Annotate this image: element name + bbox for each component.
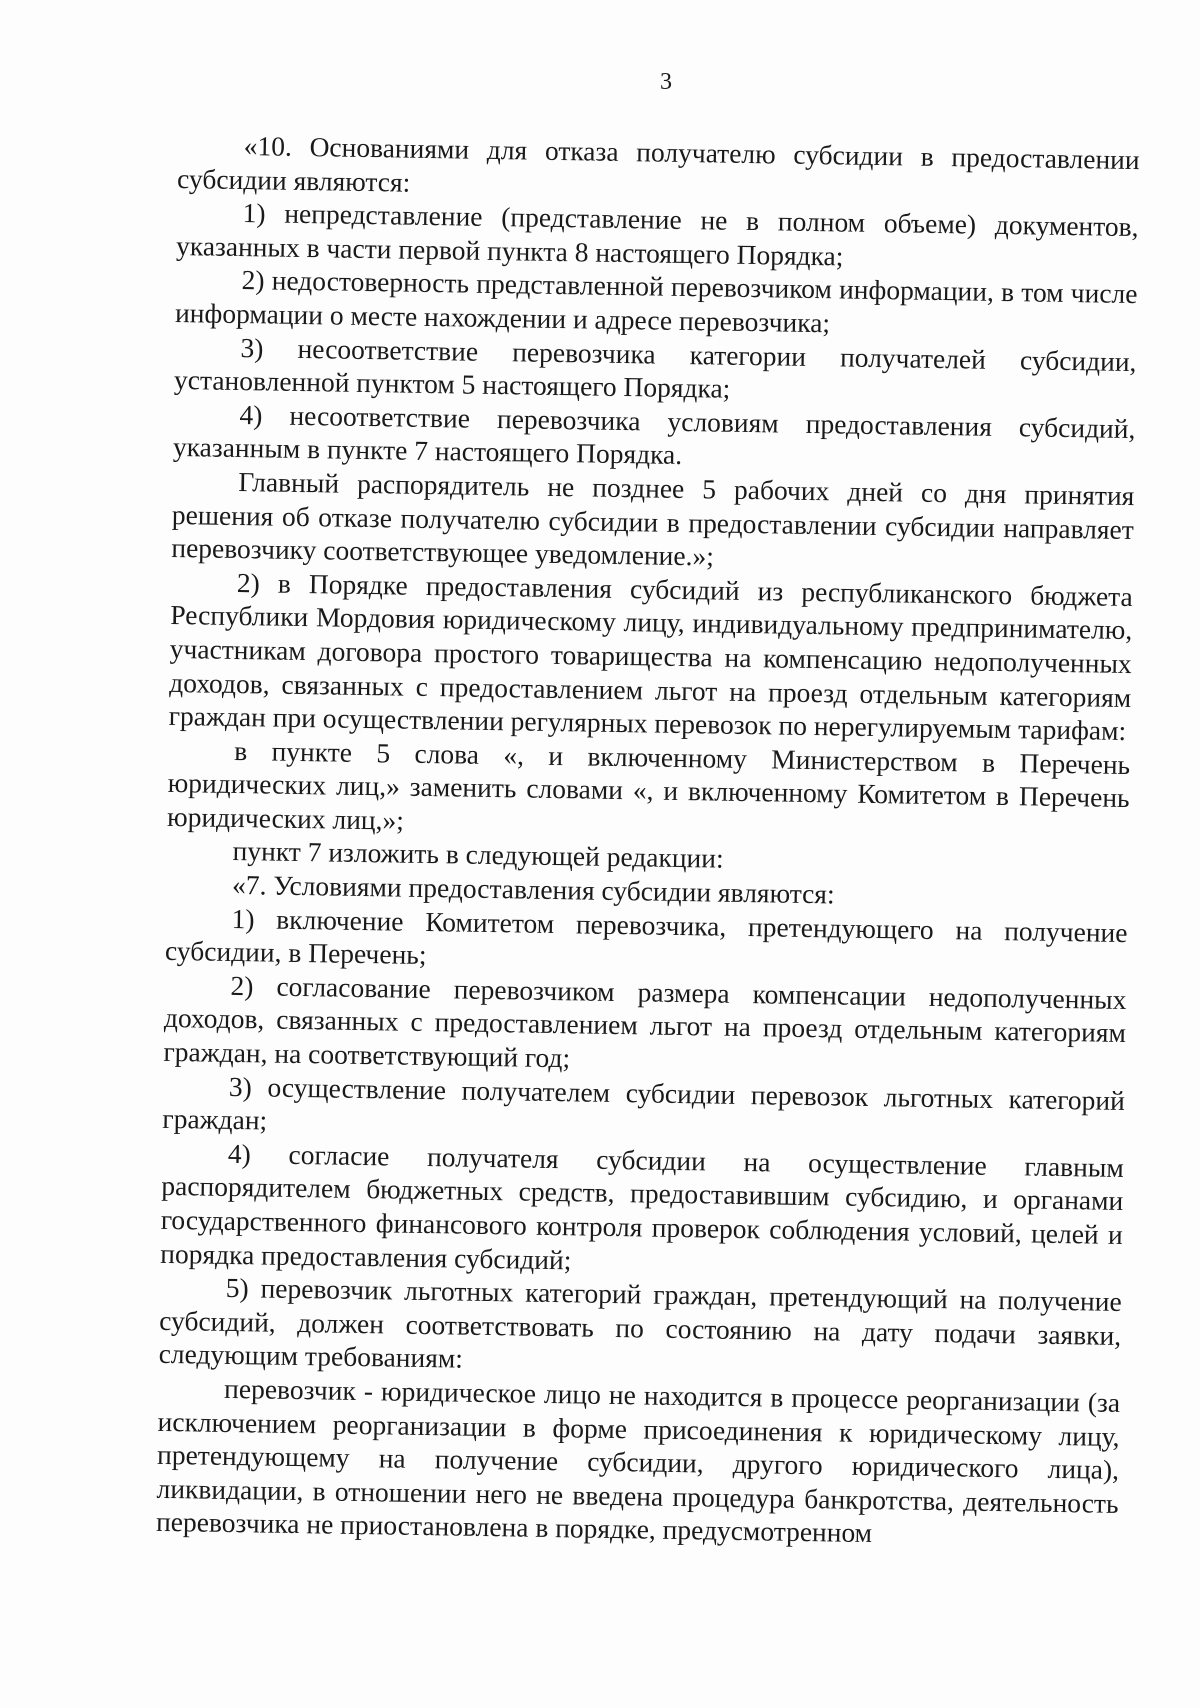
paragraph-refusal-item-4: 4) несоответствие перевозчика условиям предоставления субсидий, указанным в пункте 7 настоящего Порядка. [172,398,1136,471]
paragraph-carrier-requirements: перевозчик - юридическое лицо не находится в процессе реорганизации (за исключением реорганизации в форме присоединения к юридическому лицу, претендующему на получение субсидии, другого юридического лица), ликвидации, в отношении него не введена процедура банкротства, деятельность перевозчика не приостановлена в порядке, предусмотренном [155,1372,1121,1549]
paragraph-condition-5: 5) перевозчик льготных категорий граждан, претендующий на получение субсидий, должен соответствовать по состоянию на дату подачи заявки, следующим требованиям: [158,1272,1122,1375]
document-body [156,128,1140,1554]
paragraph-conditions-heading: «7. Условиями предоставления субсидии являются: [231,869,835,910]
paragraph-condition-4: 4) согласие получателя субсидии на осуществление главным распорядителем бюджетных средств, предоставившим субсидию, и органами государственного финансового контроля проверок соблюдения условий, целей и порядка предоставления субсидий; [160,1137,1125,1275]
paragraph-amendment-2: 2) в Порядке предоставления субсидий из республиканского бюджета Республики Мордовия юридическому лицу, индивидуальному предпринимателю, участникам договора простого товарищества на компенсацию недополученных доходов, связанных с предоставлением льгот на проезд отдельным категориям граждан при осуществлении регулярных перевозок по нерегулируемым тарифам: [168,566,1134,747]
paragraph-point-7-intro: пункт 7 изложить в следующей редакции: [232,835,724,875]
paragraph-refusal-item-1: 1) непредставление (представление не в полном объеме) документов, указанных в части первой пункта 8 настоящего Порядка; [175,197,1139,272]
paragraph-condition-2: 2) согласование перевозчиком размера компенсации недополученных доходов, связанных с предоставлением льгот на проезд отдельным категориям граждан, на соответствующий год; [163,969,1127,1074]
paragraph-refusal-item-2: 2) недостоверность представленной перевозчиком информации, в том числе информации о месте нахождении и адресе перевозчика; [174,264,1138,339]
paragraph-condition-3: 3) осуществление получателем субсидии перевозок льготных категорий граждан; [162,1070,1126,1136]
paragraph-refusal-grounds: «10. Основаниями для отказа получателю субсидии в предоставлении субсидии являются: [176,130,1140,198]
paragraph-refusal-item-3: 3) несоответствие перевозчика категории получателей субсидии, установленной пунктом 5 настоящего Порядка; [173,331,1137,404]
paragraph-point-5-change: в пункте 5 слова «, и включенному Министерством в Перечень юридических лиц,» заменить словами «, и включенному Комитетом в Перечень юридических лиц,»; [166,734,1131,836]
paragraph-notification: Главный распорядитель не позднее 5 рабочих дней со дня принятия решения об отказе получателю субсидии в предоставлении субсидии направляет перевозчику соответствующее уведомление.»; [171,465,1135,572]
paragraph-condition-1: 1) включение Комитетом перевозчика, претендующего на получение субсидии, в Перечень; [164,902,1128,971]
page-number: 3 [660,69,672,95]
